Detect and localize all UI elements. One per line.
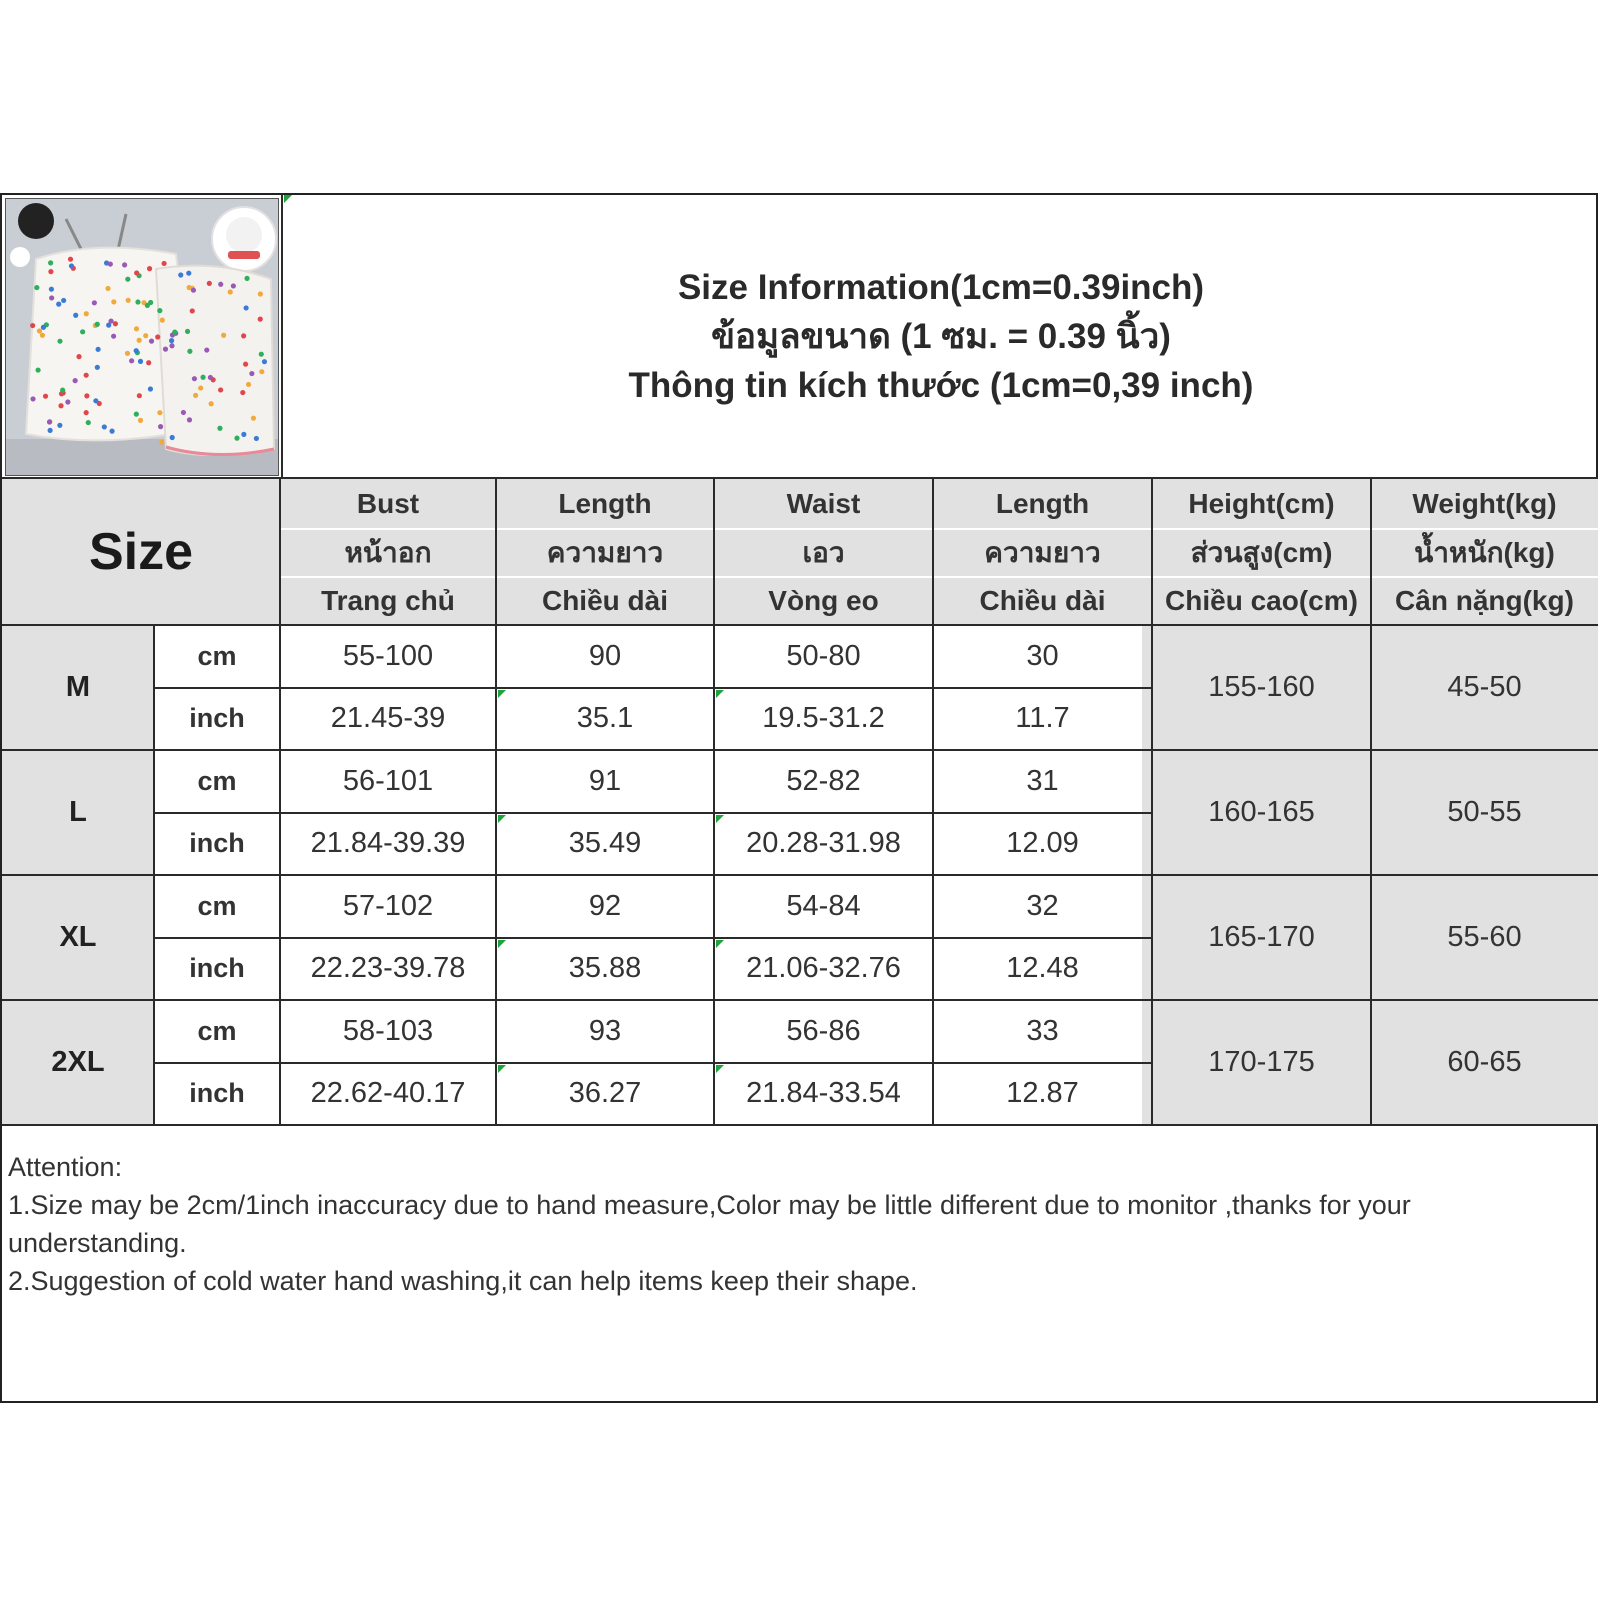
measurement-cell: 21.84-39.39 [310,827,466,860]
grid-line [279,479,281,1125]
measurement-cell: 21.84-33.54 [746,1077,901,1110]
polka-dot [134,348,139,353]
measurement-cell: 12.87 [1006,1077,1079,1110]
grid-line [154,812,1152,814]
height-cell: 160-165 [1208,796,1315,828]
polka-dot [218,387,223,392]
polka-dot [137,338,142,343]
polka-dot [190,308,195,313]
attention-note-2: 2.Suggestion of cold water hand washing,it can help items keep their shape. [8,1266,918,1296]
measurement-cell: 11.7 [1015,702,1070,735]
polka-dot [84,393,89,398]
polka-dot [93,398,98,403]
polka-dot [170,435,175,440]
polka-dot [48,260,53,265]
polka-dot [192,376,197,381]
column-header-3-vi: Chiều dài [979,585,1106,616]
polka-dot [259,352,264,357]
measurement-cell: 90 [588,639,622,672]
polka-dot [160,318,165,323]
polka-dot [149,339,154,344]
column-header-4-vi: Chiều cao(cm) [1165,585,1358,616]
polka-dot [258,291,263,296]
polka-dot [231,283,236,288]
polka-dot [200,375,205,380]
grid-line [154,937,1152,939]
unit-label-inch: inch [189,828,245,859]
measurement-cell: 19.5-31.2 [762,702,885,735]
polka-dot [244,276,249,281]
measurement-cell: 32 [1026,889,1059,922]
polka-dot [76,354,81,359]
polka-dot [43,394,48,399]
polka-dot [122,262,127,267]
measurement-cell: 56-101 [342,764,434,797]
unit-label-cm: cm [197,890,237,921]
polka-dot [148,386,153,391]
cell-marker [716,940,724,948]
grid-line [1370,479,1372,1125]
measurement-cell: 56-86 [786,1014,861,1047]
column-header-1-th: ความยาว [546,537,664,568]
polka-dot [113,321,118,326]
polka-dot [86,420,91,425]
column-header-0-th: หน้าอก [344,537,432,568]
polka-dot [218,282,223,287]
measurement-cell: 35.88 [568,952,642,985]
cell-marker [716,815,724,823]
polka-dot [158,424,163,429]
grid-line [280,576,1598,578]
column-header-5-en: Weight(kg) [1412,488,1557,519]
grid-line [154,687,1152,689]
polka-dot [108,261,113,266]
measurement-cell: 58-103 [342,1014,434,1047]
polka-dot [198,385,203,390]
polka-dot [125,277,130,282]
unit-label-inch: inch [189,953,245,984]
polka-dot [241,432,246,437]
polka-dot [57,423,62,428]
measurement-cell: 21.06-32.76 [746,952,901,985]
polka-dot [84,410,89,415]
grid-line [2,999,1598,1001]
grid-line [2,624,1598,626]
polka-dot [207,281,212,286]
grid-line [2,1124,1598,1126]
polka-dot [30,396,35,401]
polka-dot [262,359,267,364]
grid-line [153,625,155,1125]
unit-label-cm: cm [197,640,237,671]
polka-dot [249,371,254,376]
column-header-2-en: Waist [786,488,861,519]
polka-dot [111,299,116,304]
polka-dot [61,298,66,303]
polka-dot [35,367,40,372]
polka-dot [169,338,174,343]
polka-dot [30,323,35,328]
product-photo-illustration [6,199,279,476]
polka-dot [157,308,162,313]
polka-dot [56,302,61,307]
polka-dot [41,325,46,330]
polka-dot [40,333,45,338]
polka-dot [254,436,259,441]
polka-dot [65,399,70,404]
polka-dot [157,410,162,415]
polka-dot [57,339,62,344]
polka-dot [126,298,131,303]
size-label: 2XL [51,1046,105,1078]
polka-dot [208,375,213,380]
measurement-cell: 21.45-39 [330,702,446,735]
polka-dot [95,347,100,352]
polka-dot [185,329,190,334]
polka-dot [95,365,100,370]
polka-dot [244,305,249,310]
attention-heading: Attention: [8,1152,123,1182]
polka-dot [147,266,152,271]
polka-dot [146,360,151,365]
weight-cell: 50-55 [1447,796,1522,828]
cell-marker [498,690,506,698]
polka-dot [246,382,251,387]
polka-dot [161,261,166,266]
polka-dot [228,289,233,294]
polka-dot [137,393,142,398]
polka-dot [47,419,52,424]
weight-cell: 55-60 [1447,921,1522,953]
column-header-5-th: น้ำหนัก(kg) [1414,537,1555,568]
grid-line [2,749,1598,751]
polka-dot [134,270,139,275]
polka-dot [234,436,239,441]
attention-note-1: 1.Size may be 2cm/1inch inaccuracy due to hand measure,Color may be little different due to monitor ,thanks for your understanding. [8,1190,1411,1258]
cell-marker [284,195,292,203]
polka-dot [191,288,196,293]
cell-marker [716,1065,724,1073]
polka-dot [240,390,245,395]
grid-line [281,195,283,478]
cell-marker [716,690,724,698]
title-thai: ข้อมูลขนาด (1 ซม. = 0.39 นิ้ว) [711,316,1171,356]
measurement-cell: 57-102 [342,889,434,922]
polka-dot [69,263,74,268]
measurement-cell: 93 [588,1014,622,1047]
measurement-cell: 52-82 [786,764,861,797]
polka-dot [60,388,65,393]
polka-dot [92,300,97,305]
grid-line [495,479,497,1125]
measurement-cell: 55-100 [342,639,434,672]
grid-line [2,874,1598,876]
unit-label-cm: cm [197,765,237,796]
measurement-cell: 20.28-31.98 [746,827,901,860]
attention-notes [8,1148,1594,1300]
polka-dot [49,295,54,300]
polka-dot [172,330,177,335]
polka-dot [73,313,78,318]
polka-dot [84,311,89,316]
polka-dot [105,286,110,291]
column-header-1-vi: Chiều dài [541,585,668,616]
polka-dot [186,271,191,276]
measurement-cell: 92 [588,889,622,922]
polka-dot [111,334,116,339]
height-cell: 155-160 [1208,671,1315,703]
height-cell: 165-170 [1208,921,1315,953]
grid-line [154,1062,1152,1064]
polka-dot [221,333,226,338]
column-header-3-en: Length [995,488,1090,519]
polka-dot [217,426,222,431]
polka-dot [102,424,107,429]
polka-dot [49,287,54,292]
size-label: L [69,796,87,828]
polka-dot [48,428,53,433]
measurement-cell: 33 [1026,1014,1059,1047]
column-header-4-th: ส่วนสูง(cm) [1190,537,1333,568]
polka-dot [251,416,256,421]
grid-line [280,528,1598,530]
polka-dot [68,257,73,262]
polka-dot [138,418,143,423]
grid-line [2,477,1598,479]
measurement-cell: 30 [1026,639,1059,672]
measurement-cell: 50-80 [786,639,861,672]
polka-dot [187,349,192,354]
polka-dot [95,322,100,327]
polka-dot [204,347,209,352]
polka-dot [159,440,164,445]
polka-dot [243,362,248,367]
polka-dot [37,328,42,333]
unit-label-inch: inch [189,1078,245,1109]
polka-dot [178,272,183,277]
polka-dot [155,334,160,339]
column-header-3-th: ความยาว [984,537,1101,568]
size-label: M [65,671,91,703]
column-header-4-en: Height(cm) [1188,488,1335,519]
polka-dot [109,429,114,434]
unit-label-inch: inch [189,703,245,734]
polka-dot [134,412,139,417]
polka-dot [58,403,63,408]
product-photo [5,198,279,476]
size-header: Size [88,523,194,581]
weight-cell: 60-65 [1447,1046,1522,1078]
unit-label-cm: cm [197,1015,237,1046]
polka-dot [129,358,134,363]
column-header-5-vi: Cân nặng(kg) [1395,585,1574,616]
measurement-cell: 35.1 [576,702,634,735]
measurement-cell: 91 [588,764,622,797]
measurement-cell: 22.62-40.17 [310,1077,466,1110]
height-cell: 170-175 [1208,1046,1315,1078]
measurement-cell: 36.27 [568,1077,642,1110]
column-header-1-en: Length [558,488,652,519]
polka-dot [80,329,85,334]
cell-marker [498,815,506,823]
measurement-cell: 35.49 [568,827,642,860]
column-header-2-th: เอว [802,537,845,568]
size-chart [0,193,1598,1403]
polka-dot [125,351,130,356]
cell-marker [498,940,506,948]
polka-dot [241,333,246,338]
polka-dot [108,318,113,323]
title-block [284,195,1598,477]
polka-dot [145,303,150,308]
polka-dot [187,417,192,422]
polka-dot [34,285,39,290]
polka-dot [181,410,186,415]
grid-line [932,479,934,1125]
column-header-0-vi: Trang chủ [321,585,455,616]
column-header-2-vi: Vòng eo [768,585,879,616]
polka-dot [135,299,140,304]
measurement-cell: 31 [1026,764,1059,797]
polka-dot [259,369,264,374]
polka-dot [138,359,143,364]
polka-dot [48,269,53,274]
weight-cell: 45-50 [1447,671,1522,703]
title-english: Size Information(1cm=0.39inch) [677,267,1205,307]
grid-line [1151,479,1153,1125]
polka-dot [169,343,174,348]
polka-dot [209,401,214,406]
measurement-cell: 12.48 [1006,952,1079,985]
polka-dot [193,393,198,398]
measurement-cell: 22.23-39.78 [310,952,466,985]
size-label: XL [59,921,97,953]
polka-dot [84,373,89,378]
column-header-0-en: Bust [356,488,420,519]
cell-marker [498,1065,506,1073]
polka-dot [73,378,78,383]
polka-dot [143,333,148,338]
grid-line [713,479,715,1125]
title-vietnamese: Thông tin kích thước (1cm=0,39 inch) [628,365,1254,405]
polka-dot [134,326,139,331]
measurement-cell: 12.09 [1006,827,1079,860]
polka-dot [163,347,168,352]
polka-dot [187,285,192,290]
measurement-cell: 54-84 [786,889,861,922]
polka-dot [258,317,263,322]
